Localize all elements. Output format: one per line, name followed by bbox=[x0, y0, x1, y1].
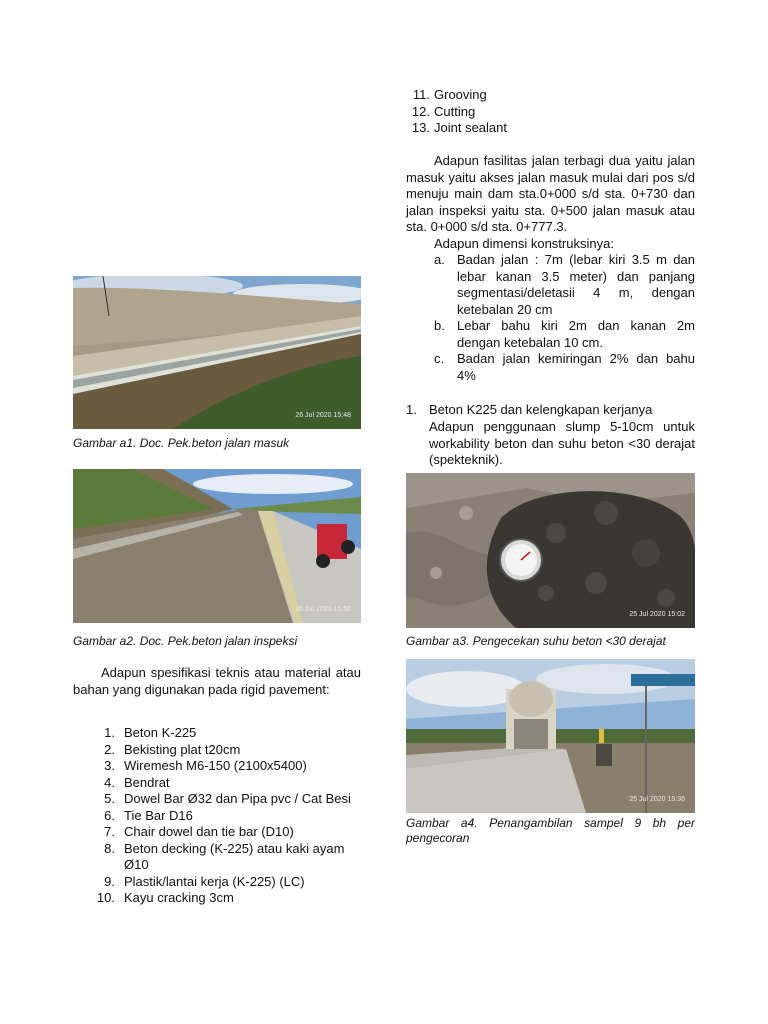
photo-inspection-road bbox=[73, 469, 361, 623]
list-number: 7. bbox=[104, 824, 115, 839]
list-item bbox=[73, 758, 361, 775]
list-item bbox=[73, 725, 361, 742]
paragraph-facilities: Adapun fasilitas jalan terbagi dua yaitu jalan masuk yaitu akses jalan masuk mulai dari pos s/d menuju main dam sta.0+000 s/d sta. 0+730 dan jalan inspeksi yaitu sta. 0+500 jalan masuk atau sta. 0+000 s/d sta. 0+777.3. bbox=[406, 153, 695, 234]
photo-timestamp: 26 Jul 2020 15:48 bbox=[295, 412, 351, 419]
photo-entrance-road bbox=[73, 276, 361, 429]
list-number: 4. bbox=[104, 774, 115, 790]
list-number: 8. bbox=[104, 840, 115, 856]
list-text: Joint sealant bbox=[434, 120, 507, 135]
list-item bbox=[73, 808, 361, 825]
list-text: Beton K-225 bbox=[124, 725, 197, 740]
caption-a1: Gambar a1. Doc. Pek.beton jalan masuk bbox=[73, 436, 290, 450]
list-item bbox=[73, 874, 361, 891]
dimension-list bbox=[406, 252, 695, 384]
photo-timestamp: 26 Jul 2020 15:52 bbox=[295, 606, 351, 613]
list-text: Beton decking (K-225) atau kaki ayam Ø10 bbox=[124, 840, 345, 872]
list-number: 3. bbox=[104, 758, 115, 773]
photo-timestamp: 25 Jul 2020 15:36 bbox=[629, 796, 685, 803]
list-text: Dowel Bar Ø32 dan Pipa pvc / Cat Besi bbox=[124, 791, 351, 806]
list-text: Tie Bar D16 bbox=[124, 807, 193, 823]
list-item bbox=[73, 841, 361, 874]
list-text: Badan jalan kemiringan 2% dan bahu 4% bbox=[457, 351, 695, 383]
photo-mixer-truck bbox=[406, 659, 695, 813]
list-letter: c. bbox=[434, 351, 445, 366]
list-text: Grooving bbox=[434, 87, 487, 102]
section-body: Adapun penggunaan slump 5-10cm untuk workability beton dan suhu beton <30 derajat (spekteknik). bbox=[429, 419, 695, 467]
caption-a4: Gambar a4. Penangambilan sampel 9 bh per pengecoran bbox=[406, 816, 695, 845]
list-item bbox=[406, 87, 696, 104]
list-item bbox=[73, 824, 361, 841]
list-item bbox=[406, 318, 695, 351]
list-number: 13. bbox=[411, 120, 430, 135]
list-text: Chair dowel dan tie bar (D10) bbox=[124, 824, 294, 839]
list-number: 12. bbox=[411, 103, 430, 119]
list-text: Cutting bbox=[434, 103, 476, 119]
list-text: Wiremesh M6-150 (2100x5400) bbox=[124, 758, 307, 773]
list-item bbox=[73, 791, 361, 808]
list-text: Plastik/lantai kerja (K-225) (LC) bbox=[124, 873, 305, 889]
list-item bbox=[73, 775, 361, 792]
paragraph-specification: Adapun spesifikasi teknis atau material atau bahan yang digunakan pada rigid pavement: bbox=[73, 665, 361, 697]
list-text: Bekisting plat t20cm bbox=[124, 741, 241, 757]
list-item bbox=[406, 351, 695, 384]
list-text: Bendrat bbox=[124, 774, 170, 790]
list-number: 11. bbox=[412, 87, 430, 102]
section-title: Beton K225 dan kelengkapan kerjanya bbox=[429, 402, 653, 417]
material-list bbox=[73, 725, 361, 907]
list-item bbox=[73, 742, 361, 759]
paragraph-dimensions: Adapun dimensi konstruksinya: bbox=[434, 236, 614, 251]
list-number: 1. bbox=[104, 725, 115, 740]
list-number: 10. bbox=[96, 890, 115, 905]
list-letter: a. bbox=[434, 252, 445, 267]
list-number: 9. bbox=[104, 873, 115, 889]
list-item bbox=[406, 120, 696, 137]
list-item bbox=[73, 890, 361, 907]
list-number: 2. bbox=[104, 741, 115, 757]
photo-timestamp: 25 Jul 2020 15:02 bbox=[629, 611, 685, 618]
list-number: 5. bbox=[104, 791, 115, 806]
list-number: 6. bbox=[104, 807, 115, 823]
list-text: Lebar bahu kiri 2m dan kanan 2m dengan ketebalan 10 cm. bbox=[457, 318, 695, 350]
list-letter: b. bbox=[434, 318, 445, 333]
list-text: Badan jalan : 7m (lebar kiri 3.5 m dan lebar kanan 3.5 meter) dan panjang segmentasi/deletasii 4 m, dengan ketebalan 20 cm bbox=[457, 252, 695, 317]
photo-concrete-temperature bbox=[406, 473, 695, 628]
caption-a3: Gambar a3. Pengecekan suhu beton <30 derajat bbox=[406, 634, 666, 648]
list-item bbox=[406, 252, 695, 318]
list-item bbox=[406, 104, 696, 121]
section-number: 1. bbox=[406, 402, 417, 417]
list-text: Kayu cracking 3cm bbox=[124, 890, 234, 905]
caption-a2: Gambar a2. Doc. Pek.beton jalan inspeksi bbox=[73, 634, 298, 648]
material-list-continued bbox=[406, 87, 696, 137]
